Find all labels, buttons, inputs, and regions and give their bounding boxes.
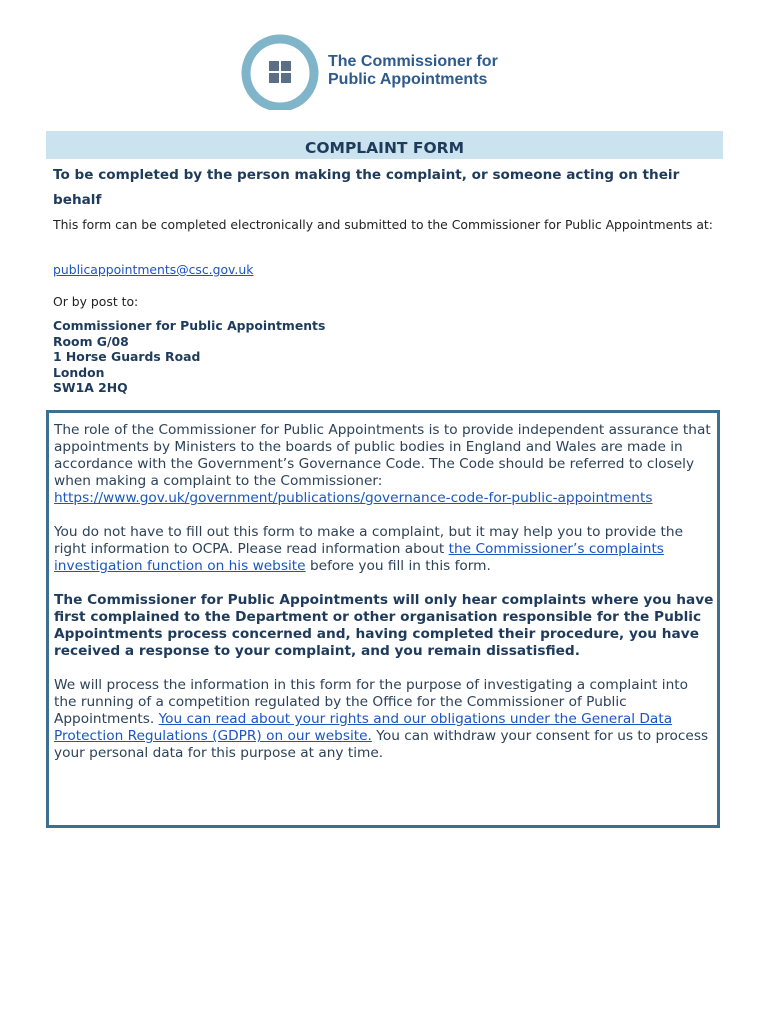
info-content [54, 422, 714, 779]
form-title: COMPLAINT FORM [46, 131, 723, 159]
commissioner-logo-icon [232, 34, 328, 110]
form-subtitle: To be completed by the person making the complaint, or someone acting on their behalf [53, 167, 680, 208]
logo-line-2: Public Appointments [328, 71, 488, 88]
by-post-label: Or by post to: [53, 294, 139, 309]
email-link[interactable]: publicappointments@csc.gov.uk [53, 262, 254, 277]
form-optional-text: You do not have to fill out this form to make a complaint, but it may help you to provide the right information to OCPA. Please read information about [54, 524, 684, 557]
gdpr-link[interactable]: You can read about your rights and our obligations under the General Data Protection Regulations (GDPR) on our website. [54, 711, 673, 744]
gdpr-paragraph [54, 677, 714, 762]
governance-code-link[interactable]: https://www.gov.uk/government/publications/governance-code-for-public-appointments [54, 490, 653, 506]
form-optional-paragraph [54, 524, 714, 575]
logo-line-1: The Commissioner for [328, 53, 498, 70]
info-box [46, 410, 720, 828]
form-optional-tail: before you fill in this form. [309, 558, 491, 574]
eligibility-paragraph: The Commissioner for Public Appointments will only hear complaints where you have first complained to the Department or other organisation responsible for the Public Appointments process concerned and, having completed their procedure, you have received a response to your complaint, and you remain dissatisfied. [54, 592, 714, 659]
logo-wordmark [328, 53, 498, 89]
role-text: The role of the Commissioner for Public Appointments is to provide independent assurance that appointments by Ministers to the boards of public bodies in England and Wales are made in accordance with the Government’s Governance Code. The Code should be referred to closely when making a complaint to the Commissioner: [54, 422, 711, 489]
consent-text: You can withdraw your consent for us to process your personal data for this purpose at any time. [54, 728, 709, 761]
role-paragraph [54, 422, 714, 507]
intro-text: This form can be completed electronically and submitted to the Commissioner for Public Appointments at: [53, 217, 713, 232]
address-line: Commissioner for Public Appointments [53, 318, 326, 333]
address-line: London [53, 364, 105, 380]
address-line: 1 Horse Guards Road [53, 349, 201, 365]
logo [232, 34, 537, 110]
gdpr-text: We will process the information in this form for the purpose of investigating a complaint into the running of a competition regulated by the Office for the Commissioner of Public Appointments. [54, 677, 688, 727]
postal-address [53, 318, 325, 396]
address-line: Room G/08 [53, 333, 129, 349]
complaints-function-link[interactable]: the Commissioner’s complaints investigation function on his website [54, 541, 664, 574]
address-line: SW1A 2HQ [53, 380, 128, 396]
